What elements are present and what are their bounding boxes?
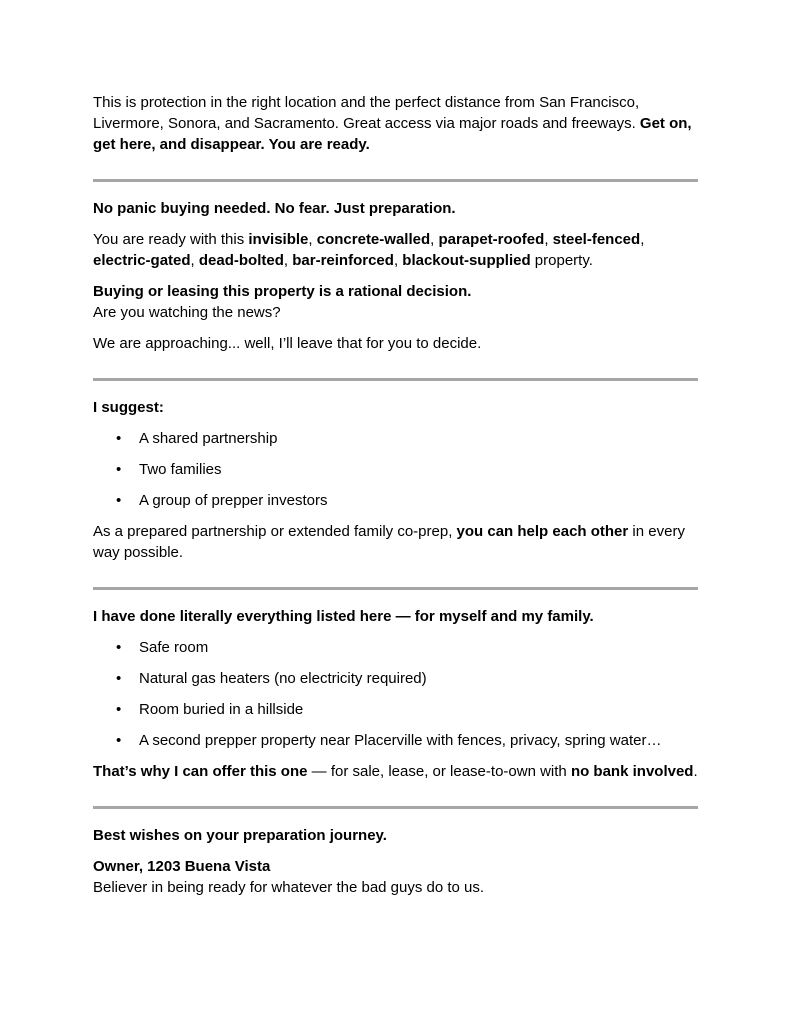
rational-text: Buying or leasing this property is a rational decision. (93, 283, 472, 300)
offer-bold-2: no bank involved (570, 763, 694, 780)
list-item-text: A second prepper property near Placerville with fences, privacy, spring water… (139, 732, 662, 749)
feature-5: dead-bolted (198, 252, 284, 269)
divider-4 (93, 806, 698, 809)
wishes-text: Best wishes on your preparation journey. (93, 827, 387, 844)
list-item (93, 699, 698, 720)
divider-3 (93, 587, 698, 590)
intro-paragraph (93, 92, 698, 155)
owner-line: Owner, 1203 Buena Vista (93, 858, 271, 875)
approaching-paragraph: We are approaching... well, I’ll leave that for you to decide. (93, 335, 482, 352)
offer-end: . (693, 763, 698, 780)
list-item (93, 668, 698, 689)
list-item-text: Two families (139, 461, 222, 478)
offer-paragraph (93, 761, 698, 782)
partnership-paragraph (93, 521, 698, 563)
bullet-icon: • (116, 492, 122, 509)
done-list (93, 637, 698, 751)
feature-3: steel-fenced (552, 231, 641, 248)
suggest-heading (93, 397, 698, 418)
feature-7: blackout-supplied (402, 252, 531, 269)
offer-bold: That’s why I can offer this one (93, 763, 308, 780)
ready-lead: You are ready with this (93, 231, 249, 248)
list-item (93, 459, 698, 480)
list-item-text: Room buried in a hillside (139, 701, 304, 718)
believer-line: Believer in being ready for whatever the bad guys do to us. (93, 879, 485, 896)
list-item-text: Natural gas heaters (no electricity required) (139, 670, 427, 687)
list-item-text: Safe room (139, 639, 209, 656)
divider-1 (93, 179, 698, 182)
prep-heading-text: No panic buying needed. No fear. Just preparation. (93, 200, 456, 217)
list-item (93, 730, 698, 751)
suggest-list (93, 428, 698, 511)
offer-mid: — for sale, lease, or lease-to-own with (307, 763, 571, 780)
intro-bold: Get on, get here, and disappear. You are ready. (93, 115, 692, 153)
bullet-icon: • (116, 670, 122, 687)
bullet-icon: • (116, 430, 122, 447)
list-item (93, 428, 698, 449)
done-heading (93, 606, 698, 627)
feature-2: parapet-roofed (438, 231, 545, 248)
list-item-text: A shared partnership (139, 430, 278, 447)
list-item-text: A group of prepper investors (139, 492, 328, 509)
wishes-line (93, 825, 698, 846)
signature-block (93, 856, 698, 898)
feature-6: bar-reinforced (292, 252, 394, 269)
document-page (93, 92, 698, 898)
bullet-icon: • (116, 461, 122, 478)
partnership-bold: you can help each other (456, 523, 629, 540)
bullet-icon: • (116, 639, 122, 656)
list-item (93, 490, 698, 511)
done-heading-text: I have done literally everything listed here — for myself and my family. (93, 608, 594, 625)
prep-heading (93, 198, 698, 219)
rational-paragraph (93, 281, 698, 323)
list-item (93, 637, 698, 658)
bullet-icon: • (116, 701, 122, 718)
ready-paragraph: You are ready with this invisible, concrete-walled, parapet-roofed, steel-fenced, electric-gated, dead-bolted, bar-reinforced, blackout-supplied property. (93, 231, 645, 269)
suggest-heading-text: I suggest: (93, 399, 164, 416)
ready-tail: property. (530, 252, 593, 269)
intro-text: This is protection in the right location and the perfect distance from San Francisco, Livermore, Sonora, and Sacramento. Great access via major roads and freeways. (93, 94, 640, 132)
bullet-icon: • (116, 732, 122, 749)
feature-0: invisible (248, 231, 309, 248)
partnership-tail: in every way possible. (93, 523, 685, 561)
news-question: Are you watching the news? (93, 304, 281, 321)
divider-2 (93, 378, 698, 381)
feature-1: concrete-walled (316, 231, 431, 248)
partnership-lead: As a prepared partnership or extended family co-prep, (93, 523, 457, 540)
feature-4: electric-gated (93, 252, 191, 269)
